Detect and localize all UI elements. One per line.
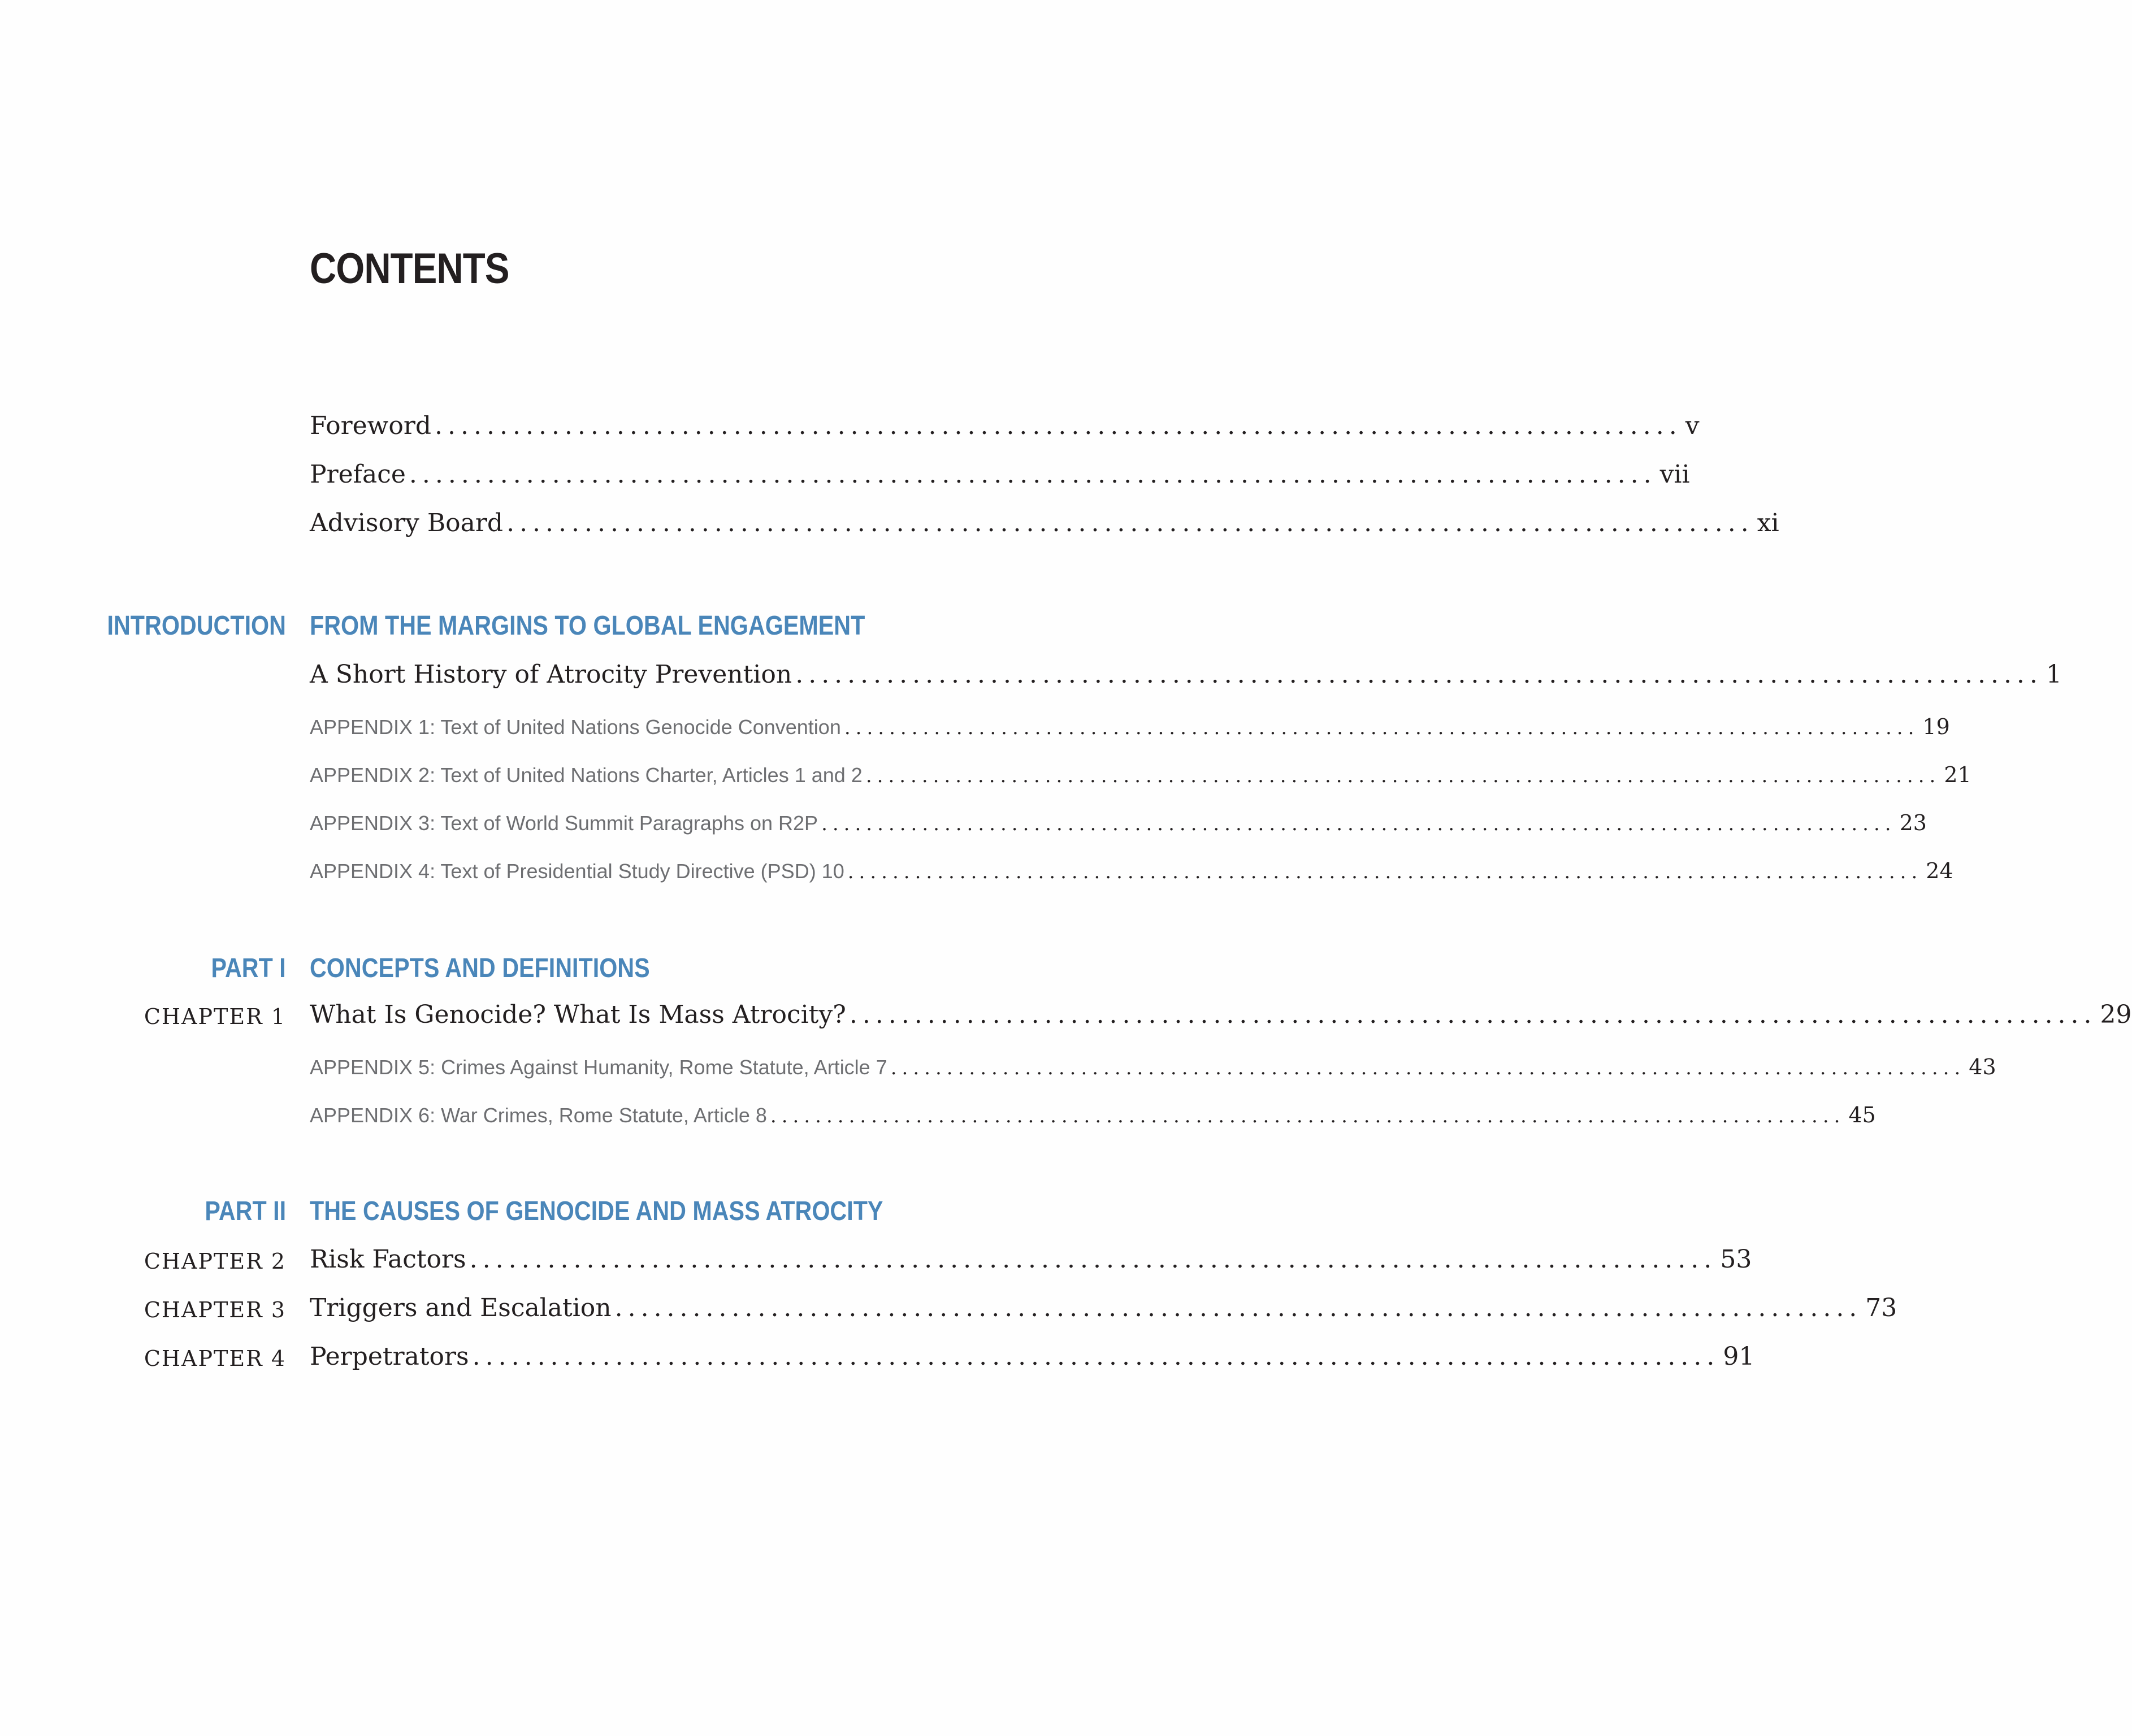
dot-leader: ................................................................................................ xyxy=(847,861,1923,883)
toc-entry-page: 73 xyxy=(1865,1294,1897,1322)
toc-entry-label: APPENDIX 2: Text of United Nations Charter, Articles 1 and 2 xyxy=(310,763,863,787)
toc-entry-label: Risk Factors xyxy=(310,1245,466,1274)
toc-entry-page: 23 xyxy=(1899,810,1927,835)
dot-leader: ................................................................................................ xyxy=(865,765,1941,787)
dot-leader: ................................................................................................ xyxy=(821,813,1896,835)
toc-entry-page: xi xyxy=(1757,509,1779,537)
dot-leader: ................................................................................................ xyxy=(890,1057,1966,1079)
toc-entry-appendix-2[interactable] xyxy=(310,762,1971,787)
dot-leader: ................................................................................................ xyxy=(435,411,1682,440)
toc-entry-label: Advisory Board xyxy=(310,509,504,537)
toc-entry-label: Perpetrators xyxy=(310,1342,469,1371)
toc-entry-chapter-1[interactable] xyxy=(310,1000,2132,1029)
toc-entry-label: APPENDIX 5: Crimes Against Humanity, Rome Statute, Article 7 xyxy=(310,1056,887,1079)
section-heading-part-2: THE CAUSES OF GENOCIDE AND MASS ATROCITY xyxy=(310,1196,883,1226)
section-label-introduction: INTRODUCTION xyxy=(107,611,286,641)
toc-entry-page: 43 xyxy=(1969,1054,1996,1079)
toc-entry-label: Triggers and Escalation xyxy=(310,1294,612,1322)
toc-entry-foreword[interactable] xyxy=(310,411,1700,440)
dot-leader: ................................................................................................ xyxy=(472,1342,1720,1371)
dot-leader: ................................................................................................ xyxy=(409,460,1657,489)
toc-entry-label: A Short History of Atrocity Prevention xyxy=(310,660,792,689)
toc-entry-appendix-5[interactable] xyxy=(310,1054,1996,1079)
section-label-part-1: PART I xyxy=(211,953,286,983)
chapter-label-1: CHAPTER 1 xyxy=(144,1004,286,1029)
toc-entry-page: vii xyxy=(1659,460,1690,489)
toc-entry-appendix-1[interactable] xyxy=(310,714,1950,739)
toc-entry-label: Foreword xyxy=(310,411,432,440)
toc-entry-preface[interactable] xyxy=(310,460,1690,489)
toc-entry-chapter-3[interactable] xyxy=(310,1294,1897,1322)
section-heading-introduction: FROM THE MARGINS TO GLOBAL ENGAGEMENT xyxy=(310,611,865,641)
toc-entry-chapter-4[interactable] xyxy=(310,1342,1755,1371)
toc-entry-label: APPENDIX 3: Text of World Summit Paragraphs on R2P xyxy=(310,811,818,835)
dot-leader: ................................................................................................ xyxy=(770,1105,1845,1127)
dot-leader: ................................................................................................ xyxy=(844,717,1919,739)
toc-entry-label: APPENDIX 6: War Crimes, Rome Statute, Article 8 xyxy=(310,1104,767,1127)
chapter-label-4: CHAPTER 4 xyxy=(144,1346,286,1371)
toc-entry-label: APPENDIX 4: Text of Presidential Study Directive (PSD) 10 xyxy=(310,860,844,883)
toc-entry-label: What Is Genocide? What Is Mass Atrocity? xyxy=(310,1000,846,1029)
toc-entry-appendix-4[interactable] xyxy=(310,858,1953,883)
section-heading-part-1: CONCEPTS AND DEFINITIONS xyxy=(310,953,650,983)
dot-leader: ................................................................................................ xyxy=(469,1245,1717,1274)
dot-leader: ................................................................................................ xyxy=(849,1000,2097,1029)
toc-entry-advisory-board[interactable] xyxy=(310,509,1779,537)
page-title: CONTENTS xyxy=(310,245,509,293)
section-label-part-2: PART II xyxy=(205,1196,286,1226)
dot-leader: ................................................................................................ xyxy=(614,1294,1862,1322)
toc-entry-page: 91 xyxy=(1723,1342,1755,1371)
toc-entry-appendix-6[interactable] xyxy=(310,1103,1876,1127)
toc-entry-page: 21 xyxy=(1944,762,1971,787)
toc-entry-label: Preface xyxy=(310,460,406,489)
toc-entry-short-history[interactable] xyxy=(310,660,2062,689)
chapter-label-2: CHAPTER 2 xyxy=(144,1249,286,1274)
toc-entry-appendix-3[interactable] xyxy=(310,810,1927,835)
chapter-label-3: CHAPTER 3 xyxy=(144,1297,286,1322)
toc-entry-page: 24 xyxy=(1926,858,1953,883)
toc-entry-label: APPENDIX 1: Text of United Nations Genocide Convention xyxy=(310,715,841,739)
toc-entry-page: 53 xyxy=(1720,1245,1752,1274)
toc-entry-page: 1 xyxy=(2046,660,2062,689)
toc-entry-page: 19 xyxy=(1922,714,1950,739)
dot-leader: ................................................................................................ xyxy=(795,660,2043,689)
toc-entry-page: v xyxy=(1685,411,1700,440)
toc-entry-page: 45 xyxy=(1848,1103,1876,1127)
toc-entry-chapter-2[interactable] xyxy=(310,1245,1752,1274)
toc-entry-page: 29 xyxy=(2100,1000,2132,1029)
dot-leader: ................................................................................................ xyxy=(506,509,1754,537)
